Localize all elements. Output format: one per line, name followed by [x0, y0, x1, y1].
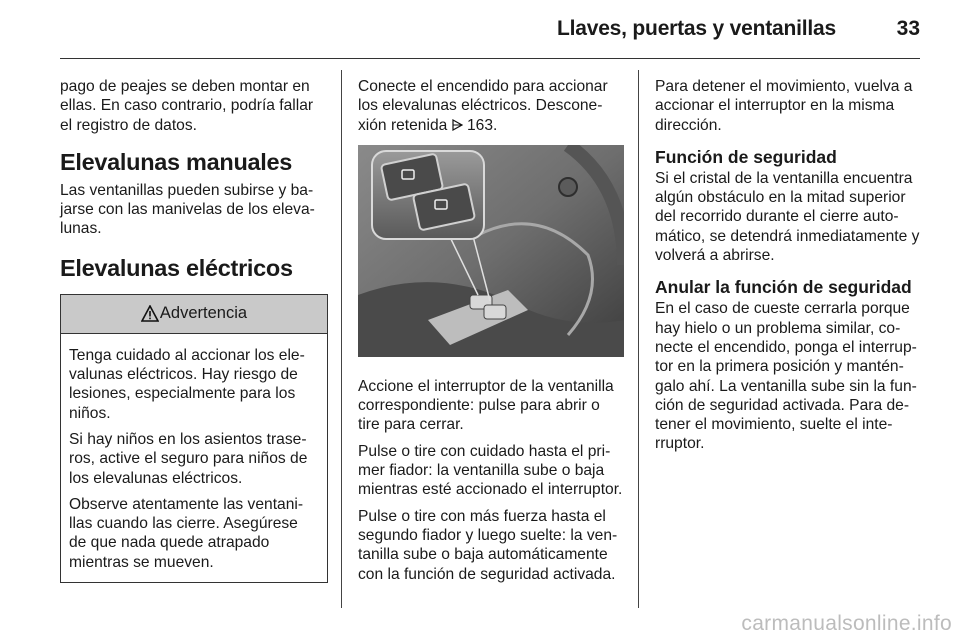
page-reference[interactable]: [452, 117, 498, 134]
warning-paragraph: Tenga cuidado al accionar los elevalunas eléctricos. Hay riesgo de lesiones, especialmente para los niños.: [69, 346, 305, 422]
warning-paragraph: Observe atentamente las ventanillas cuando las cierre. Asegúrese de que nada quede atrapado mientras se mueven.: [69, 495, 304, 571]
manual-paragraph: Las ventanillas pueden subirse y bajarse con las manivelas de los elevalunas.: [60, 181, 315, 238]
operation-paragraph: Accione el interruptor de la ventanilla correspondiente: pulse para abrir o tire para cerrar.: [358, 377, 614, 434]
warning-box: [60, 294, 328, 583]
column-divider: [341, 70, 342, 608]
operation-paragraph: Pulse o tire con más fuerza hasta el segundo fiador y luego suelte: la ventanilla sube o baja automáticamente con la función de seguridad activada.: [358, 507, 618, 583]
section-heading-override: Anular la función de seguridad: [655, 277, 912, 298]
window-switch-photo-icon: [358, 145, 624, 357]
warning-body: [61, 334, 327, 582]
safety-paragraph: Si el cristal de la ventanilla encuentra algún obstáculo en la mitad superior del recorrido durante el cierre automático, se detendrá inmediatamente y volverá a abrirse.: [655, 169, 920, 265]
section-heading-electric: Elevalunas eléctricos: [60, 254, 293, 281]
column-divider: [638, 70, 639, 608]
arrow-reference-icon: [452, 119, 463, 131]
window-switch-photo: [358, 145, 624, 357]
warning-paragraph: Si hay niños en los asientos traseros, active el seguro para niños de los elevalunas eléctricos.: [69, 430, 308, 487]
warning-triangle-icon: [141, 305, 159, 322]
page-title: Llaves, puertas y ventanillas: [556, 17, 836, 40]
override-paragraph: En el caso de cueste cerrarla porque hay hielo o un problema similar, conecte el encendido, ponga el interruptor en la primera posición y manténgalo ahí. La ventanilla sube sin la función de seguridad activada. Para detener el movimiento, suelte el interruptor.: [655, 300, 917, 453]
column-3: [655, 77, 923, 461]
operation-paragraph: Pulse o tire con cuidado hasta el primer fiador: la ventanilla sube o baja mientras esté accionado el interruptor.: [358, 442, 623, 499]
page-reference-number: 163.: [466, 116, 498, 134]
stop-paragraph: Para detener el movimiento, vuelva a accionar el interruptor en la misma dirección.: [655, 78, 913, 134]
section-heading-safety: Función de seguridad: [655, 146, 837, 167]
watermark: carmanualsonline.info: [741, 612, 952, 635]
column-1: [60, 77, 328, 583]
ignition-text: Conecte el encendido para accionar los elevalunas eléctricos. Desconexión retenida: [358, 78, 608, 134]
section-heading-manual: Elevalunas manuales: [60, 148, 293, 175]
column-2: [358, 77, 624, 591]
ignition-paragraph: [358, 77, 624, 135]
page-header: [60, 0, 920, 59]
warning-title: Advertencia: [159, 304, 248, 323]
page-number: 33: [896, 17, 920, 40]
warning-header: [61, 295, 327, 334]
intro-paragraph: pago de peajes se deben montar en ellas. En caso contrario, podría fallar el registro de datos.: [60, 78, 314, 134]
